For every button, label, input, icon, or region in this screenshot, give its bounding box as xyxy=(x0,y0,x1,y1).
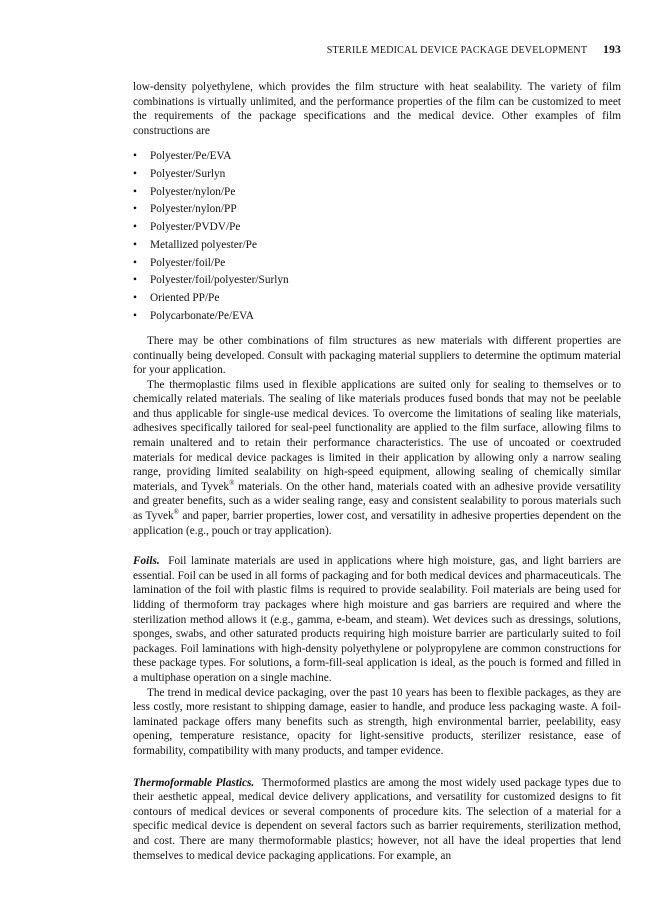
running-title: STERILE MEDICAL DEVICE PACKAGE DEVELOPMENT xyxy=(326,45,588,56)
book-page xyxy=(133,44,621,863)
list-item: • Metallized polyester/Pe xyxy=(133,238,621,253)
list-item: • Polyester/Surlyn xyxy=(133,167,621,182)
thermoformable-section xyxy=(133,776,621,864)
film-constructions-list xyxy=(133,149,621,324)
body-paragraph: The trend in medical device packaging, over the past 10 years has been to flexible packages, as they are less costly, more resistant to shipping damage, easier to handle, and produce less packaging waste. A foil-laminated package offers many benefits such as strength, high environmental barrier, peelability, easy opening, temperature resistance, opacity for light-sensitive products, sterilizer resistance, ease of formability, compatibility with many products, and tamper evidence. xyxy=(133,686,621,757)
paragraph-text: The thermoplastic films used in flexible applications are suited only for sealing to themselves or to chemically related materials. The sealing of like materials produces fused bonds that may not be peelable and thus applicable for single-use medical devices. To overcome the limitations of sealing like materials, adhesives specifically tailored for seal-peel functionality are applied to the film surface, allowing films to remain unaltered and to retain their performance characteristics. The use of uncoated or coextruded materials for medical device packages is limited in their application by allowing only a narrow sealing range, providing limited sealability on high-speed equipment, allowing sealing of chemically similar materials, and Tyvek xyxy=(133,378,621,493)
paragraph-text: materials. On the other hand, materials coated with an adhesive provide versatility and greater benefits, such as a wider sealing range, easy and consistent sealability to porous materials such as Tyvek xyxy=(133,480,621,523)
registered-mark: ® xyxy=(229,479,235,488)
list-item: • Polyester/Pe/EVA xyxy=(133,149,621,164)
paragraph-text: Thermoformed plastics are among the most widely used package types due to their aesthetic appeal, medical device delivery applications, and versatility for customized designs to fit contours of medical devices or several components of procedure kits. The selection of a material for a specific medical device is dependent on several factors such as barrier requirements, sterilization method, and cost. There are many thermoformable plastics; however, not all have the ideal properties that lend themselves to medical device packaging applications. For example, an xyxy=(133,776,621,862)
page-body xyxy=(133,80,621,863)
foils-section xyxy=(133,554,621,758)
list-item: • Polyester/nylon/PP xyxy=(133,202,621,217)
list-item: • Polyester/foil/polyester/Surlyn xyxy=(133,273,621,288)
body-paragraph xyxy=(133,776,621,864)
list-item: • Polycarbonate/Pe/EVA xyxy=(133,309,621,324)
body-paragraph: There may be other combinations of film structures as new materials with different properties are continually being developed. Consult with packaging material suppliers to determine the optimum material for your application. xyxy=(133,334,621,377)
running-header xyxy=(133,44,621,64)
paragraph-text: Foil laminate materials are used in applications where high moisture, gas, and light barriers are essential. Foil can be used in all forms of packaging and for both medical devices and pharmaceuticals. The lamination of the foil with plastic films is required to provide sealability. Foil materials are being used for lidding of thermoform tray packages where high moisture and gas barriers are required and where the sterilization method allows it (e.g., gamma, e-beam, and steam). Wet devices such as dressings, solutions, sponges, swabs, and other saturated products requiring high moisture barrier are particularly suited to foil packages. Foil laminations with high-density polyethylene or polypropylene are common constructions for these package types. For solutions, a form-fill-seal application is ideal, as the pouch is formed and filled in a multiphase operation on a single machine. xyxy=(133,555,621,684)
body-paragraph xyxy=(133,554,621,685)
list-item: • Polyester/nylon/Pe xyxy=(133,185,621,200)
page-number: 193 xyxy=(603,44,621,56)
list-item: • Polyester/PVDV/Pe xyxy=(133,220,621,235)
list-item: • Polyester/foil/Pe xyxy=(133,256,621,271)
section-heading: Foils. xyxy=(133,555,160,568)
paragraph-text: and paper, barrier properties, lower cost, and versatility in adhesive properties dependent on the application (e.g., pouch or tray application). xyxy=(133,510,622,537)
intro-paragraph: low-density polyethylene, which provides the film structure with heat sealability. The variety of film combinations is virtually unlimited, and the performance properties of the film can be customized to meet the requirements of the package specifications and the medical device. Other examples of film constructions are xyxy=(133,81,621,137)
section-heading: Thermoformable Plastics. xyxy=(133,776,255,789)
body-paragraph xyxy=(133,378,621,539)
list-item: • Oriented PP/Pe xyxy=(133,291,621,306)
registered-mark: ® xyxy=(173,508,179,517)
